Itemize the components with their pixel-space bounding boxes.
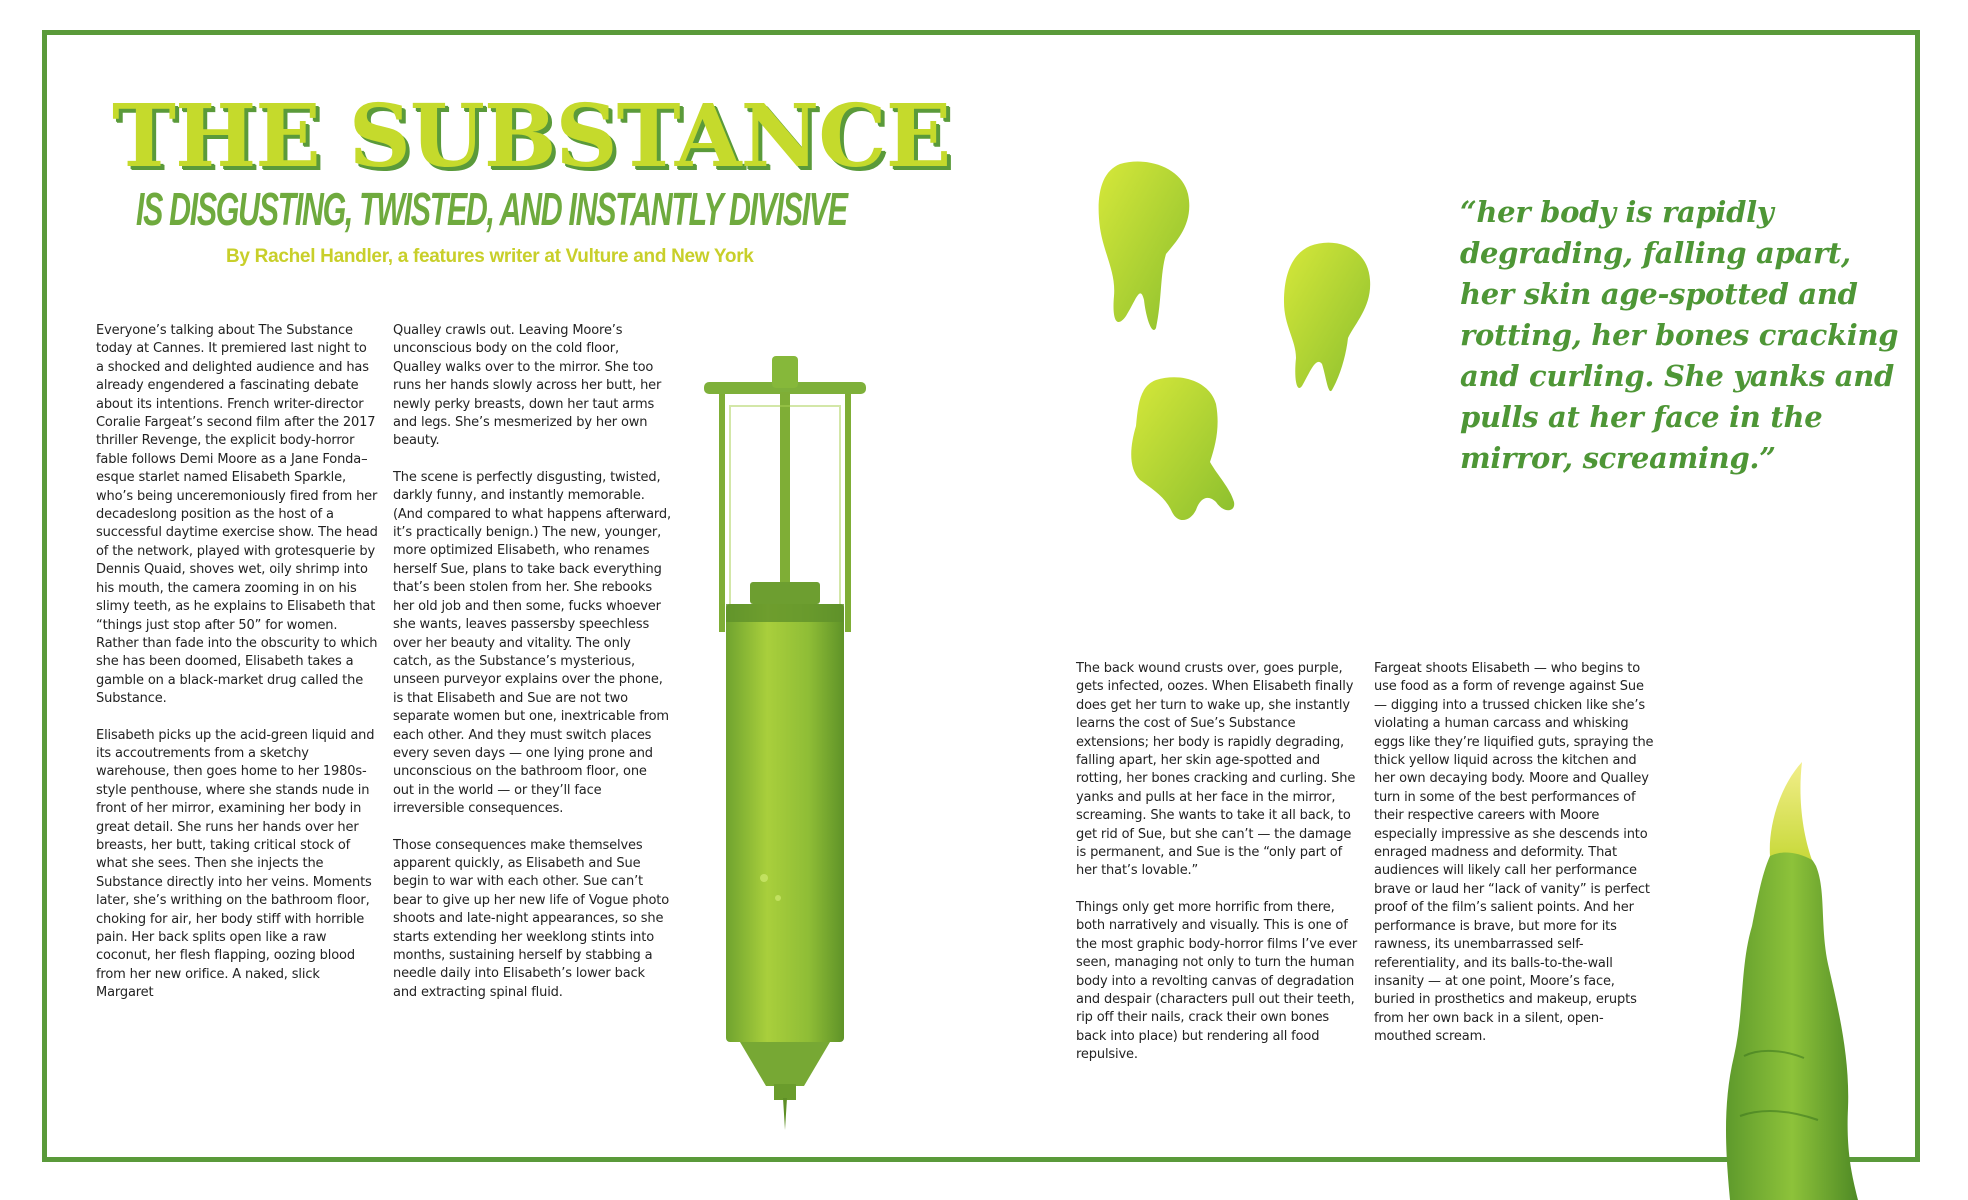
- text-column-2: [393, 322, 671, 1020]
- paragraph: Those consequences make themselves apparent quickly, as Elisabeth and Sue begin to war with each other. Sue can’t bear to give up her new life of Vogue photo shoots and late-night appearances, so she starts extending her weeklong stints into months, sustaining herself by stabbing a needle daily into Elisabeth’s lower back and extracting spinal fluid.: [393, 837, 670, 1000]
- text-column-3: [1076, 660, 1358, 1083]
- paragraph: The back wound crusts over, goes purple, gets infected, oozes. When Elisabeth finally does get her turn to wake up, she instantly learns the cost of Sue’s Substance extensions; her body is rapidly degrading, falling apart, her skin age-spotted and rotting, her bones cracking and curling. She yanks and pulls at her face in the mirror, screaming. She wants to take it all back, to get rid of Sue, but she can’t — the damage is permanent, and Sue is the “only part of her that’s lovable.”: [1076, 661, 1356, 879]
- finger-illustration: [1700, 756, 1880, 1200]
- article-title: THE SUBSTANCE: [112, 86, 951, 187]
- tooth-2: [1284, 243, 1370, 392]
- paragraph: Elisabeth picks up the acid-green liquid and its accoutrements from a sketchy warehouse, then goes home to her 1980s-style penthouse, where she stands nude in front of her mirror, examining her body in great detail. She runs her hands over her breasts, her butt, taking critical stock of what she sees. Then she injects the Substance directly into her veins. Moments later, she’s writhing on the bathroom floor, choking for air, her body stiff with horrible pain. Her back splits open like a raw coconut, her flesh flapping, oozing blood from her new orifice. A naked, slick Margaret: [96, 727, 375, 1001]
- article-subtitle: IS DISGUSTING, TWISTED, AND INSTANTLY DIVISIVE: [136, 183, 847, 235]
- paragraph: The scene is perfectly disgusting, twisted, darkly funny, and instantly memorable. (And compared to what happens afterward, it’s practically benign.) The new, younger, more optimized Elisabeth, who renames herself Sue, plans to take back everything that’s been stolen from her. She rebooks her old job and then some, fucks whoever she wants, leaves passersby speechless over her beauty and vitality. The only catch, as the Substance’s mysterious, unseen purveyor explains over the phone, is that Elisabeth and Sue are not two separate women but one, inextricable from each other. And they must switch places every seven days — one lying prone and unconscious on the bathroom floor, one out in the world — or they’ll face irreversible consequences.: [393, 469, 671, 817]
- tooth-3: [1131, 377, 1234, 520]
- article-byline: By Rachel Handler, a features writer at Vulture and New York: [226, 246, 754, 267]
- text-column-1: [96, 322, 378, 1021]
- paragraph: Fargeat shoots Elisabeth — who begins to use food as a form of revenge against Sue — digging into a trussed chicken like she’s violating a human carcass and whisking eggs like they’re liquified guts, spraying the thick yellow liquid across the kitchen and her own decaying body. Moore and Qualley turn in some of the best performances of their respective careers with Moore especially impressive as she descends into enraged madness and deformity. That audiences will likely call her performance brave or laud her “lack of vanity” is perfect proof of the film’s salient points. And her performance is brave, but more for its rawness, its unembarrassed self-referentiality, and its balls-to-the-wall insanity — at one point, Moore’s face, buried in prosthetics and makeup, erupts from her own back in a silent, open-mouthed scream.: [1374, 661, 1654, 1045]
- paragraph: Qualley crawls out. Leaving Moore’s unconscious body on the cold floor, Qualley walks over to the mirror. She too runs her hands slowly across her butt, her newly perky breasts, down her taut arms and legs. She’s mesmerized by her own beauty.: [393, 323, 662, 449]
- tooth-1: [1099, 162, 1190, 330]
- paragraph: Everyone’s talking about The Substance today at Cannes. It premiered last night to a shocked and delighted audience and has already engendered a fascinating debate about its intentions. French writer-director Coralie Fargeat’s second film after the 2017 thriller Revenge, the explicit body-horror fable follows Demi Moore as a Jane Fonda–esque starlet named Elisabeth Sparkle, who’s being unceremoniously fired from her decadeslong position as the host of a successful daytime exercise show. The head of the network, played with grotesquerie by Dennis Quaid, shoves wet, oily shrimp into his mouth, the camera zooming in on his slimy teeth, as he explains to Elisabeth that “things just stop after 50” for women. Rather than fade into the obscurity to which she has been doomed, Elisabeth takes a gamble on a black-market drug called the Substance.: [96, 323, 378, 707]
- paragraph: Things only get more horrific from there, both narratively and visually. This is one of the most graphic body-horror films I’ve ever seen, managing not only to turn the human body into a revolting canvas of degradation and despair (characters pull out their teeth, rip off their nails, crack their own bones back into place) but rendering all food repulsive.: [1076, 899, 1358, 1063]
- pull-quote: “her body is rapidly degrading, falling apart, her skin age-spotted and rotting, her bones cracking and curling. She yanks and pulls at her face in the mirror, screaming.”: [1460, 195, 1899, 475]
- teeth-illustration: [1070, 150, 1410, 550]
- syringe-illustration: [700, 346, 870, 1130]
- text-column-4: [1374, 660, 1656, 1065]
